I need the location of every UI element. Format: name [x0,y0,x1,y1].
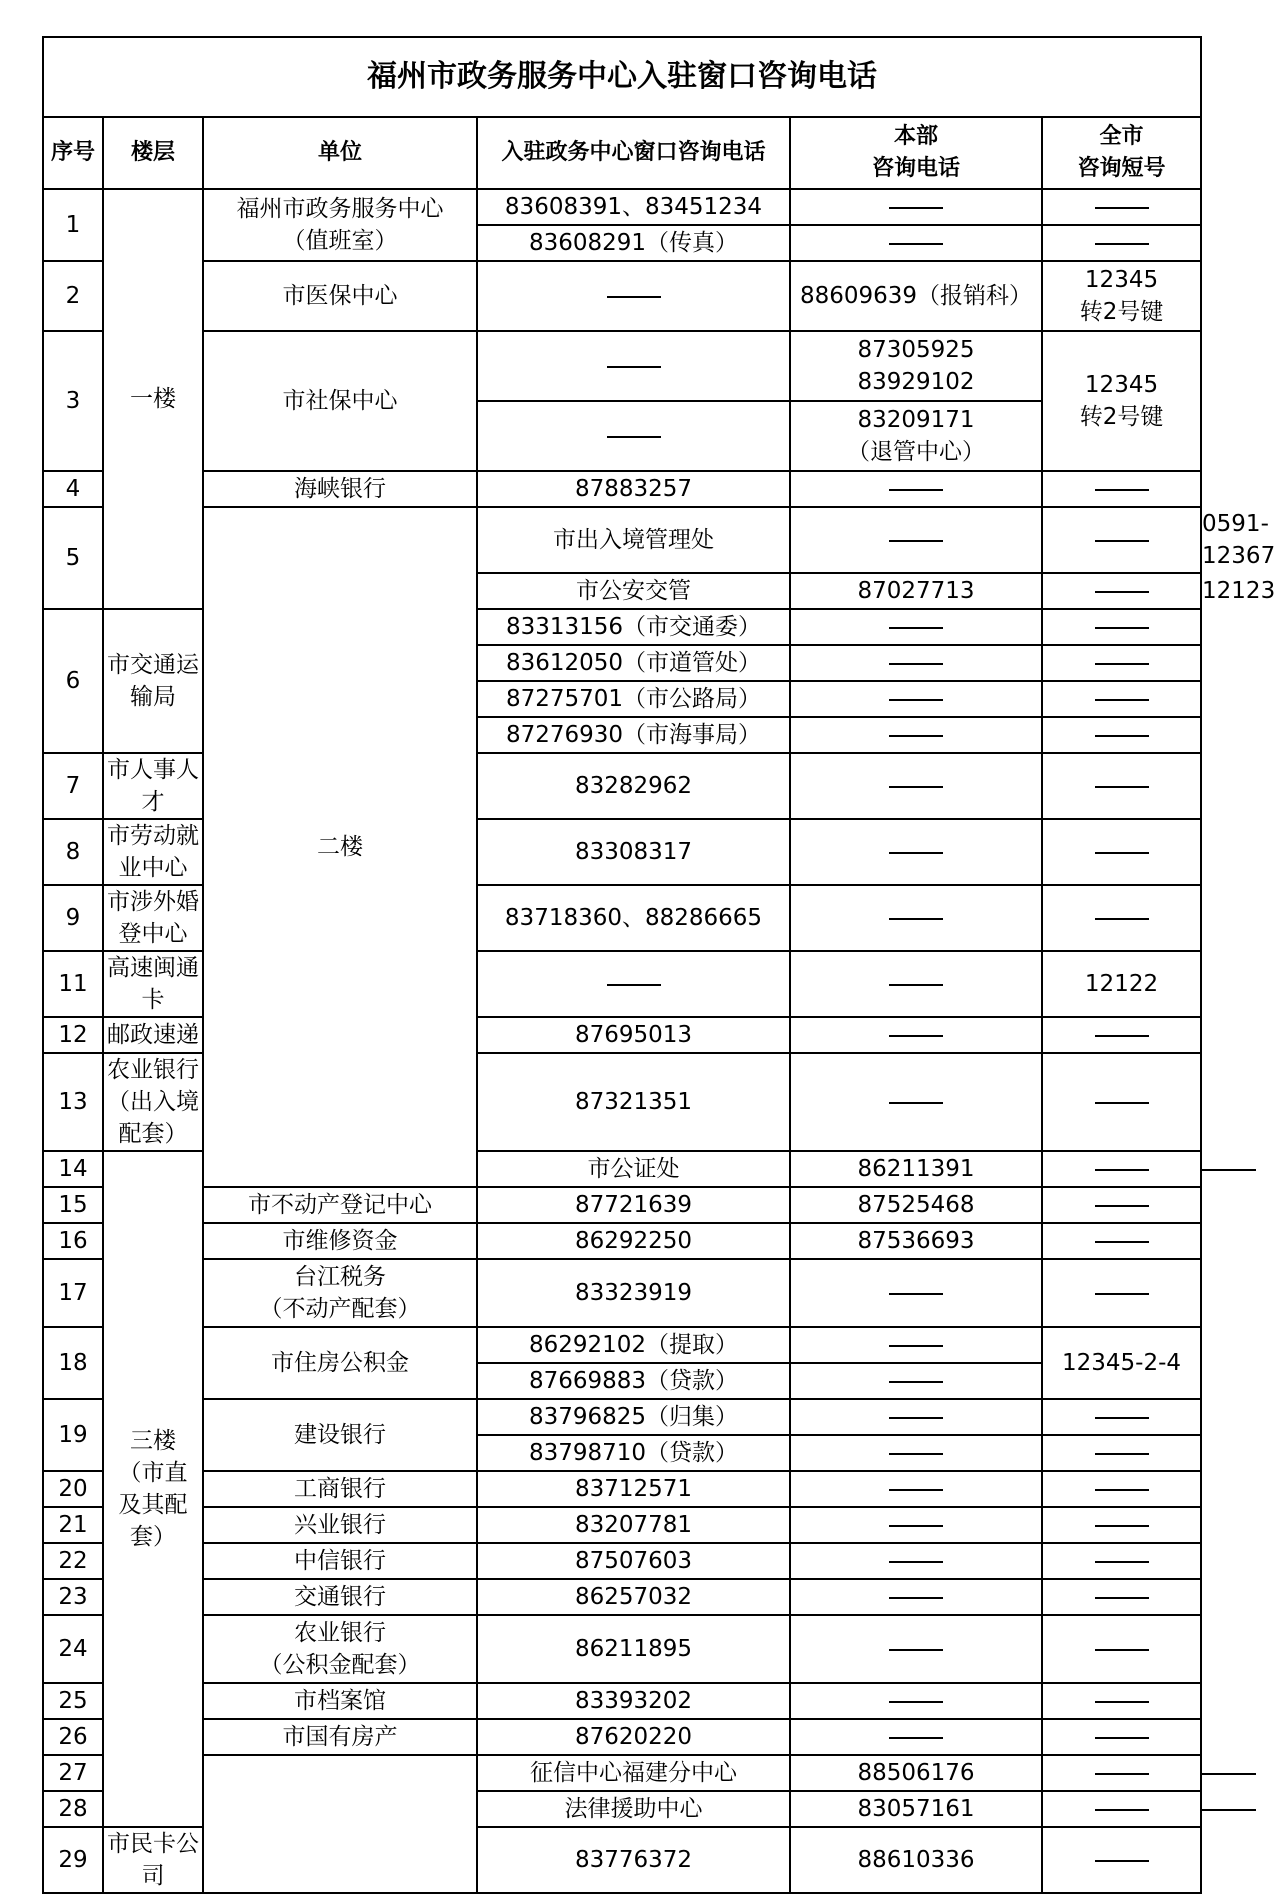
phone-cell [790,507,1042,573]
phone-cell: 87721639 [477,1187,790,1223]
dash-mark [1095,1169,1149,1171]
unit-cell: 市社保中心 [203,331,477,471]
seq-cell: 4 [43,471,103,507]
dash-mark [1095,243,1149,245]
unit-cell: 市维修资金 [203,1223,477,1259]
short-cell: 12345-2-4 [1042,1327,1201,1399]
dash-mark [889,1561,943,1563]
phone-cell: 86257032 [477,1579,790,1615]
phone-cell: 83282962 [477,753,790,819]
seq-cell: 9 [43,885,103,951]
seq-cell: 5 [43,507,103,609]
seq-cell: 22 [43,1543,103,1579]
hq-cell [1042,573,1201,609]
table-row [43,1755,1201,1791]
dash-mark [889,540,943,542]
dash-mark [1095,1205,1149,1207]
unit-cell: 法律援助中心 [477,1791,790,1827]
seq-cell: 18 [43,1327,103,1399]
header-window-phone: 入驻政务中心窗口咨询电话 [477,117,790,189]
phone-cell: 87275701（市公路局） [477,681,790,717]
short-cell [1042,819,1201,885]
header-hq-phone: 本部 咨询电话 [790,117,1042,189]
unit-cell: 市公证处 [477,1151,790,1187]
table-row [43,1223,1201,1259]
phone-cell: 87276930（市海事局） [477,717,790,753]
short-cell [1042,1827,1201,1893]
dash-mark [1095,1701,1149,1703]
phone-cell: 87695013 [477,1017,790,1053]
hq-cell: 87525468 [790,1187,1042,1223]
unit-cell: 福州市政务服务中心 （值班室） [203,189,477,261]
seq-cell: 13 [43,1053,103,1151]
dash-mark [1095,663,1149,665]
seq-cell: 7 [43,753,103,819]
hq-cell [790,1507,1042,1543]
short-cell [1042,1579,1201,1615]
phone-cell: 83608391、83451234 [477,189,790,225]
hq-cell [790,1683,1042,1719]
header-city-short: 全市 咨询短号 [1042,117,1201,189]
hq-cell [790,645,1042,681]
short-cell [1042,1683,1201,1719]
dash-mark [1095,1737,1149,1739]
dash-mark [889,207,943,209]
phone-cell: 83608291（传真） [477,225,790,261]
dash-mark [889,243,943,245]
dash-mark [889,1417,943,1419]
phone-cell: 86211895 [477,1615,790,1683]
unit-cell: 市出入境管理处 [477,507,790,573]
phone-cell: 83798710（贷款） [477,1435,790,1471]
phone-cell [477,261,790,331]
unit-cell: 市交通运输局 [103,609,203,753]
phone-cell: 83308317 [477,819,790,885]
dash-mark [1095,1649,1149,1651]
hq-cell [790,471,1042,507]
short-cell [1042,1435,1201,1471]
hq-cell: 87536693 [790,1223,1042,1259]
seq-cell: 20 [43,1471,103,1507]
dash-mark [889,489,943,491]
hq-cell [790,1017,1042,1053]
short-cell [1042,189,1201,225]
hq-cell [790,1719,1042,1755]
unit-cell: 市人事人才 [103,753,203,819]
dash-mark [889,1035,943,1037]
phone-cell [477,401,790,471]
seq-cell: 8 [43,819,103,885]
hq-cell [790,1471,1042,1507]
header-seq: 序号 [43,117,103,189]
dash-mark [1095,1102,1149,1104]
hq-cell [790,609,1042,645]
table-row [43,1327,1201,1363]
table-row [43,1615,1201,1683]
floor-cell-3: 三楼 （市直 及其配 套） [103,1151,203,1827]
short-cell [1042,1187,1201,1223]
hq-cell [790,681,1042,717]
hq-cell [790,1399,1042,1435]
dash-mark [889,1737,943,1739]
table-row [43,261,1201,331]
phone-cell: 83612050（市道管处） [477,645,790,681]
phone-cell: 87507603 [477,1543,790,1579]
dash-mark [607,366,661,368]
hq-cell: 88609639（报销科） [790,261,1042,331]
phone-cell: 87883257 [477,471,790,507]
hq-cell: 87305925 83929102 [790,331,1042,401]
phone-cell: 83057161 [790,1791,1042,1827]
dash-mark [889,1293,943,1295]
hq-cell [790,225,1042,261]
phone-cell: 86292102（提取） [477,1327,790,1363]
seq-cell: 12 [43,1017,103,1053]
seq-cell: 1 [43,189,103,261]
table-row [43,331,1201,401]
dash-mark [1095,1417,1149,1419]
unit-cell: 市档案馆 [203,1683,477,1719]
hq-cell [790,951,1042,1017]
hq-cell [790,1259,1042,1327]
dash-mark [1095,207,1149,209]
floor-cell-2: 二楼 [203,507,477,1187]
page-title: 福州市政务服务中心入驻窗口咨询电话 [43,37,1201,117]
short-cell: 12345 转2号键 [1042,261,1201,331]
unit-cell: 市公安交管 [477,573,790,609]
phone-cell: 87669883（贷款） [477,1363,790,1399]
table-row: 市公安交管 87027713 12123 [43,573,1201,609]
hq-cell [1042,1791,1201,1827]
dash-mark [1202,1773,1256,1775]
dash-mark [1095,1525,1149,1527]
hq-cell [790,1327,1042,1363]
unit-cell: 建设银行 [203,1399,477,1471]
phone-cell: 83796825（归集） [477,1399,790,1435]
hq-cell [1042,1151,1201,1187]
short-cell [1042,645,1201,681]
unit-cell: 市不动产登记中心 [203,1187,477,1223]
phone-cell [477,951,790,1017]
header-unit: 单位 [203,117,477,189]
dash-mark [607,296,661,298]
unit-cell: 交通银行 [203,1579,477,1615]
dash-mark [1095,735,1149,737]
short-cell [1042,885,1201,951]
unit-cell: 邮政速递 [103,1017,203,1053]
dash-mark [1095,1809,1149,1811]
short-cell [1042,1615,1201,1683]
seq-cell: 2 [43,261,103,331]
dash-mark [1095,699,1149,701]
seq-cell: 6 [43,609,103,753]
unit-cell: 市涉外婚登中心 [103,885,203,951]
dash-mark [1095,1293,1149,1295]
dash-mark [889,984,943,986]
phone-cell: 87321351 [477,1053,790,1151]
table-row: 5 二楼 市出入境管理处 0591-12367 [43,507,1201,573]
unit-cell: 市劳动就业中心 [103,819,203,885]
unit-cell: 市医保中心 [203,261,477,331]
dash-mark [1095,1035,1149,1037]
unit-cell: 台江税务 （不动产配套） [203,1259,477,1327]
dash-mark [1095,786,1149,788]
short-cell [1042,1017,1201,1053]
dash-mark [1202,1809,1256,1811]
phone-cell: 83718360、88286665 [477,885,790,951]
seq-cell: 27 [43,1755,103,1791]
short-cell [1042,717,1201,753]
table-row [43,189,1201,225]
unit-cell: 高速闽通卡 [103,951,203,1017]
dash-mark [889,699,943,701]
short-cell [1042,609,1201,645]
table-row [43,1399,1201,1435]
phone-cell: 86211391 [790,1151,1042,1187]
hq-cell [1042,507,1201,573]
table-row [43,1187,1201,1223]
seq-cell: 19 [43,1399,103,1471]
dash-mark [1095,852,1149,854]
phone-cell: 88506176 [790,1755,1042,1791]
unit-cell: 工商银行 [203,1471,477,1507]
hq-cell: 83209171 （退管中心） [790,401,1042,471]
short-cell [1042,1507,1201,1543]
seq-cell: 26 [43,1719,103,1755]
unit-cell: 市住房公积金 [203,1327,477,1399]
phone-cell: 83323919 [477,1259,790,1327]
unit-cell: 兴业银行 [203,1507,477,1543]
dash-mark [1095,1860,1149,1862]
short-cell [1042,1223,1201,1259]
dash-mark [889,1525,943,1527]
hq-cell [790,1615,1042,1683]
seq-cell: 21 [43,1507,103,1543]
hq-cell [790,885,1042,951]
phone-cell [477,331,790,401]
phone-cell: 83393202 [477,1683,790,1719]
dash-mark [889,627,943,629]
floor-cell-4 [203,1755,477,1893]
table-row [43,1683,1201,1719]
floor-cell-1: 一楼 [103,189,203,609]
seq-cell: 29 [43,1827,103,1893]
hq-cell [790,1579,1042,1615]
seq-cell: 28 [43,1791,103,1827]
table-row [43,1259,1201,1327]
phone-cell: 83207781 [477,1507,790,1543]
dash-mark [1095,627,1149,629]
seq-cell: 14 [43,1151,103,1187]
phone-cell: 83776372 [477,1827,790,1893]
unit-cell: 市民卡公司 [103,1827,203,1893]
hq-cell [790,1543,1042,1579]
unit-cell: 征信中心福建分中心 [477,1755,790,1791]
dash-mark [889,1345,943,1347]
dash-mark [889,735,943,737]
seq-cell: 24 [43,1615,103,1683]
hq-cell [790,753,1042,819]
table-row [43,1471,1201,1507]
document-page [42,36,1275,1894]
unit-cell: 农业银行 （出入境配套） [103,1053,203,1151]
dash-mark [1095,1773,1149,1775]
header-floor: 楼层 [103,117,203,189]
short-cell: 12345 转2号键 [1042,331,1201,471]
dash-mark [889,1701,943,1703]
dash-mark [1095,489,1149,491]
dash-mark [1095,1241,1149,1243]
hq-cell [790,189,1042,225]
dash-mark [607,984,661,986]
short-cell [1042,753,1201,819]
short-cell [1042,1399,1201,1435]
dash-mark [889,1489,943,1491]
seq-cell: 16 [43,1223,103,1259]
short-cell [1042,225,1201,261]
dash-mark [889,1597,943,1599]
short-cell [1042,1719,1201,1755]
dash-mark [889,786,943,788]
short-cell [1042,471,1201,507]
hq-cell [790,1363,1042,1399]
phone-cell: 83712571 [477,1471,790,1507]
seq-cell: 17 [43,1259,103,1327]
dash-mark [889,1649,943,1651]
dash-mark [1095,1453,1149,1455]
short-cell [1042,1053,1201,1151]
dash-mark [607,436,661,438]
dash-mark [1202,1169,1256,1171]
phone-cell: 87620220 [477,1719,790,1755]
hq-cell [790,819,1042,885]
dash-mark [1095,1597,1149,1599]
seq-cell: 15 [43,1187,103,1223]
short-cell [1042,1543,1201,1579]
table-row [43,1579,1201,1615]
short-cell [1042,681,1201,717]
table-row [43,1719,1201,1755]
short-cell [1042,1259,1201,1327]
seq-cell: 23 [43,1579,103,1615]
seq-cell: 25 [43,1683,103,1719]
dash-mark [1095,591,1149,593]
table-row [43,471,1201,507]
phone-cell: 83313156（市交通委） [477,609,790,645]
phone-cell: 87027713 [790,573,1042,609]
hq-cell [790,1053,1042,1151]
phone-cell: 86292250 [477,1223,790,1259]
dash-mark [1095,540,1149,542]
short-cell: 12122 [1042,951,1201,1017]
table-row [43,1543,1201,1579]
short-cell [1042,1471,1201,1507]
contact-table [42,36,1275,1894]
unit-cell: 海峡银行 [203,471,477,507]
hq-cell [790,717,1042,753]
dash-mark [889,918,943,920]
dash-mark [889,1381,943,1383]
dash-mark [1095,1489,1149,1491]
dash-mark [889,1453,943,1455]
hq-cell: 88610336 [790,1827,1042,1893]
dash-mark [889,1102,943,1104]
dash-mark [889,852,943,854]
dash-mark [1095,1561,1149,1563]
seq-cell: 11 [43,951,103,1017]
table-row [43,1507,1201,1543]
unit-cell: 市国有房产 [203,1719,477,1755]
unit-cell: 农业银行 （公积金配套） [203,1615,477,1683]
dash-mark [1095,918,1149,920]
unit-cell: 中信银行 [203,1543,477,1579]
dash-mark [889,663,943,665]
hq-cell [1042,1755,1201,1791]
seq-cell: 3 [43,331,103,471]
hq-cell [790,1435,1042,1471]
